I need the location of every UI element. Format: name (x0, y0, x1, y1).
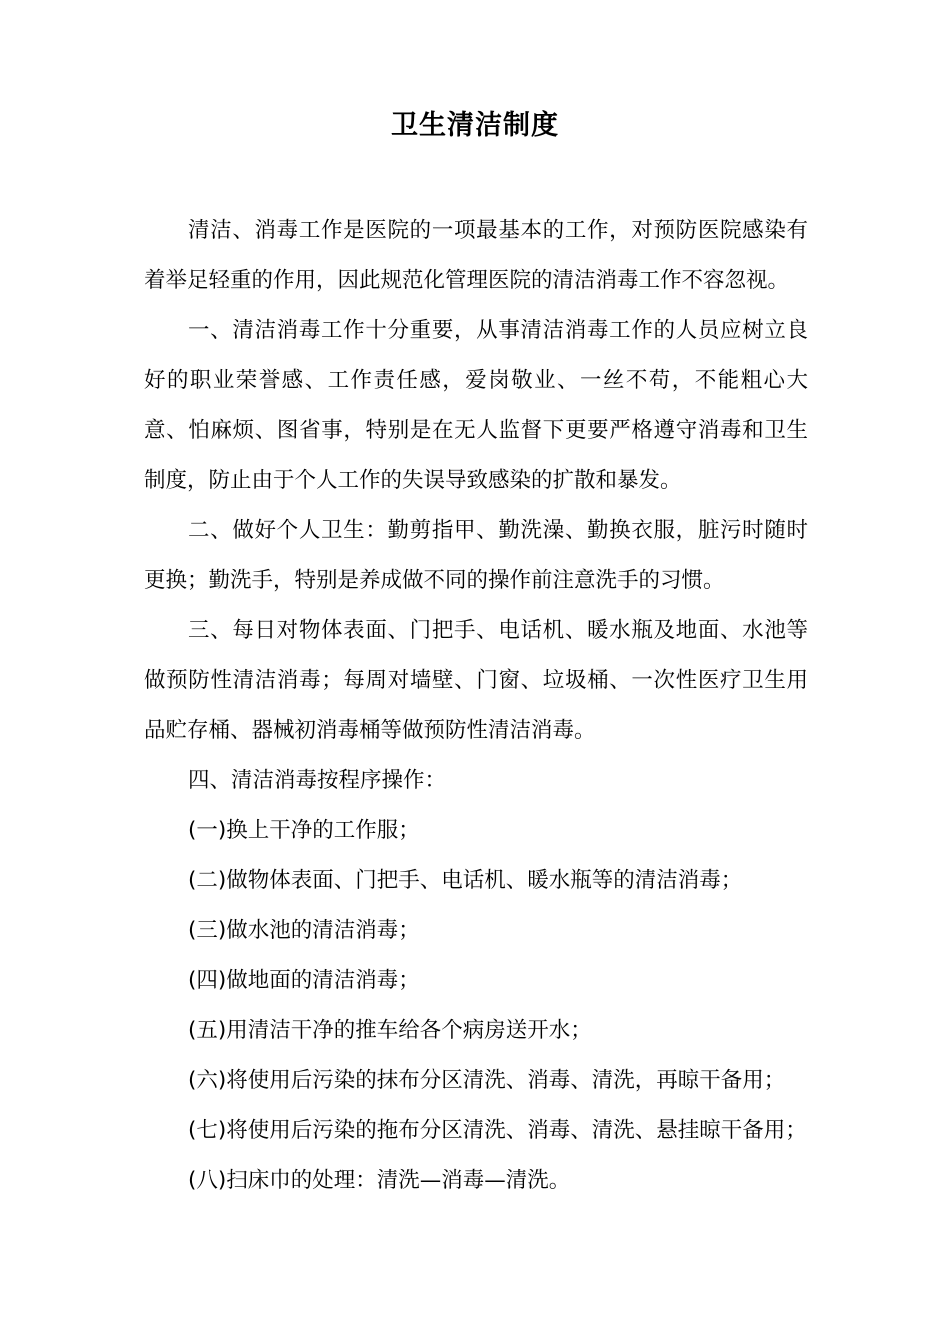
step-item-8: (八)扫床巾的处理：清洗—消毒—清洗。 (188, 1168, 571, 1193)
section-1-paragraph: 一、清洁消毒工作十分重要，从事清洁消毒工作的人员应树立良好的职业荣誉感、工作责任感，爱岗敬业、一丝不苟，不能粗心大意、怕麻烦、图省事，特别是在无人监督下更要严格遵守消毒和卫生制度，防止由于个人工作的失误导致感染的扩散和暴发。 (144, 318, 808, 493)
step-item-2: (二)做物体表面、门把手、电话机、暖水瓶等的清洁消毒； (188, 868, 743, 893)
section-4-heading: 四、清洁消毒按程序操作： (188, 768, 447, 793)
document-title: 卫生清洁制度 (391, 110, 559, 141)
step-item-6: (六)将使用后污染的抹布分区清洗、消毒、清洗，再晾干备用； (188, 1068, 786, 1093)
step-item-3: (三)做水池的清洁消毒； (188, 918, 420, 943)
step-item-7: (七)将使用后污染的拖布分区清洗、消毒、清洗、悬挂晾干备用； (188, 1118, 807, 1143)
section-3-paragraph: 三、每日对物体表面、门把手、电话机、暖水瓶及地面、水池等做预防性清洁消毒；每周对墙壁、门窗、垃圾桶、一次性医疗卫生用品贮存桶、器械初消毒桶等做预防性清洁消毒。 (144, 618, 808, 743)
step-item-4: (四)做地面的清洁消毒； (188, 968, 420, 993)
step-item-1: (一)换上干净的工作服； (188, 818, 420, 843)
document-body (144, 206, 808, 1206)
intro-paragraph: 清洁、消毒工作是医院的一项最基本的工作，对预防医院感染有着举足轻重的作用，因此规范化管理医院的清洁消毒工作不容忽视。 (144, 218, 808, 293)
section-2-paragraph: 二、做好个人卫生：勤剪指甲、勤洗澡、勤换衣服，脏污时随时更换；勤洗手，特别是养成做不同的操作前注意洗手的习惯。 (144, 518, 808, 593)
step-item-5: (五)用清洁干净的推车给各个病房送开水； (188, 1018, 592, 1043)
